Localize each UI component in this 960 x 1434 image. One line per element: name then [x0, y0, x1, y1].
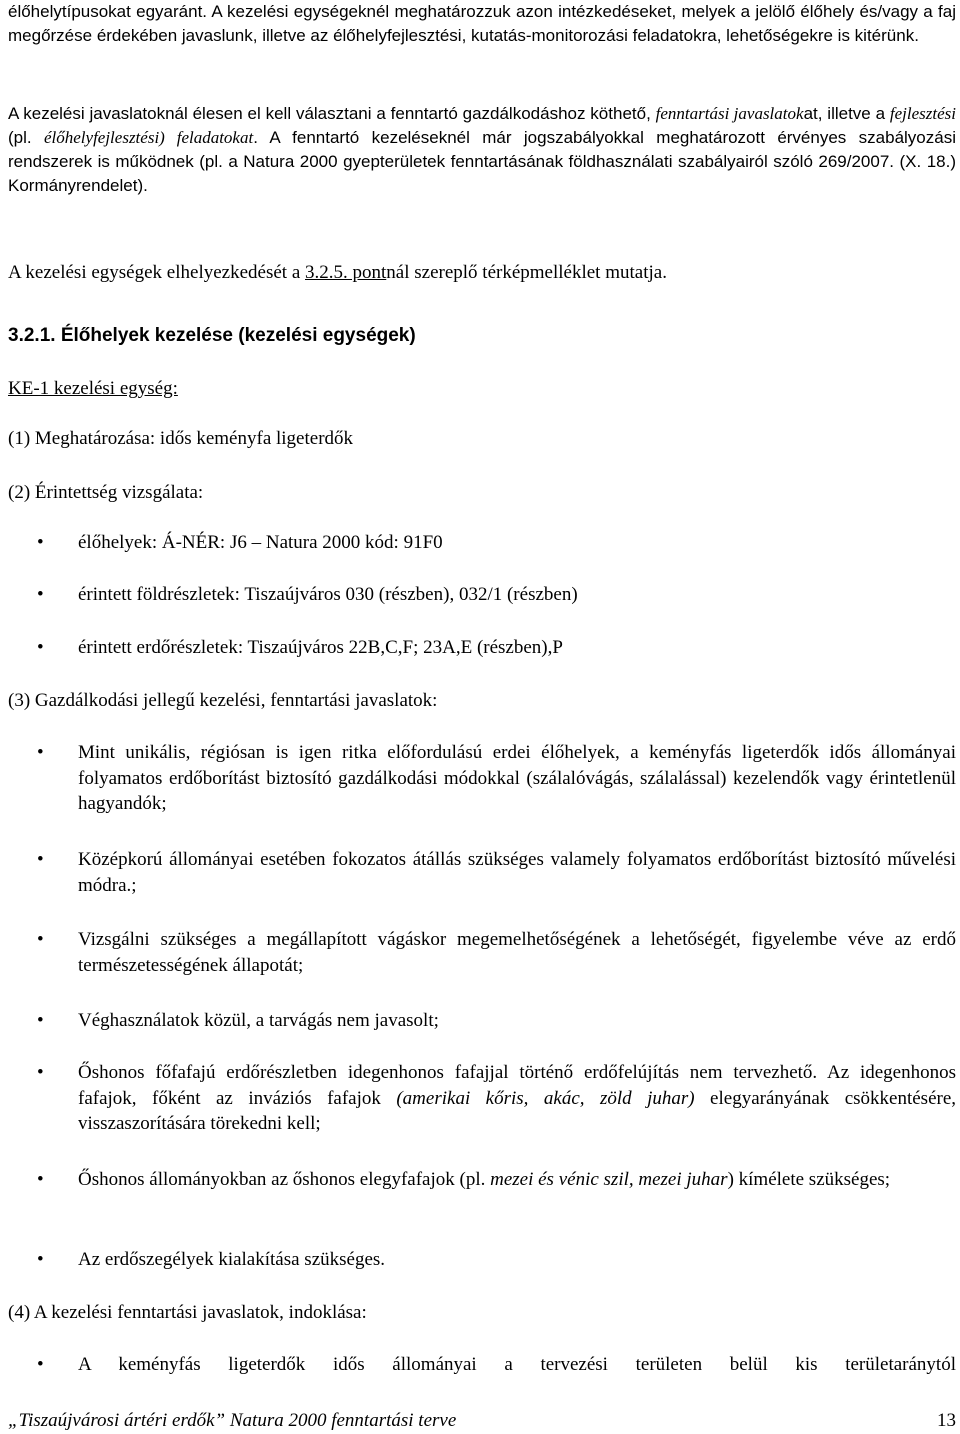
- footer-title: „Tiszaújvárosi ártéri erdők” Natura 2000 fenntartási terve: [8, 1410, 457, 1431]
- intro-paragraph-2: [8, 102, 956, 198]
- bullet-icon: •: [37, 929, 44, 950]
- bullet-icon: •: [37, 1354, 44, 1375]
- list-item: • Az erdőszegélyek kialakítása szükséges.: [8, 1247, 956, 1273]
- intro-p2-text-c: at, illetve a: [803, 104, 890, 123]
- affected-heading: (2) Érintettség vizsgálata:: [8, 482, 204, 503]
- intro-p2-italic-fejlesztesi: fejlesztési: [889, 104, 956, 123]
- list-item: • Őshonos főfafajú erdőrészletben idegenhonos fafajjal történő erdőfelújítás nem tervezhető. Az idegenhonos fafajok, főként az inváziós fafajok (amerikai kőris, akác, zöld juhar) elegyarányának csökkentésére, visszaszorítására törekedni kell;: [37, 1062, 957, 1134]
- list-item: • Mint unikális, régiósan is igen ritka előfordulású erdei élőhelyek, a keményfás ligeterdők idős állományai folyamatos erdőborítást biztosító gazdálkodási módokkal (szálalóvágás, szálalással) kezelendők vagy érintetlenül hagyandók;: [37, 742, 956, 814]
- list-item: • Középkorú állományai esetében fokozatos átállás szükséges valamely folyamatos erdőborítást biztosító művelési módra.;: [37, 849, 956, 896]
- intro-paragraph-3: [8, 260, 956, 286]
- list-item: • A keményfás ligeterdők idős állományai a tervezési területen belül kis területaránytól: [8, 1352, 956, 1378]
- page-footer: [8, 1409, 956, 1433]
- bullet-icon: •: [37, 1010, 44, 1031]
- bullet-icon: •: [37, 584, 44, 605]
- intro-p2-text-g: . A fenntartó kezeléseknél már jogszabályokkal meghatározott érvényes szabályozási rendszerek is működnek (pl. a Natura 2000 gyepterületek fenntartásának földhasználati szabályairól szóló 269/2007. (X. 18.) Kormányrendelet).: [8, 128, 956, 195]
- list-item: • élőhelyek: Á-NÉR: J6 – Natura 2000 kód: 91F0: [8, 530, 956, 556]
- bullet-icon: •: [37, 1249, 44, 1270]
- intro-p2-text-a: A kezelési javaslatoknál élesen el kell választani a fenntartó gazdálkodáshoz köthető,: [8, 104, 656, 123]
- bullet-icon: •: [37, 532, 44, 553]
- bullet-icon: •: [37, 637, 44, 658]
- intro-p3-text-c: nál szereplő térképmelléklet mutatja.: [386, 262, 667, 283]
- list-item: • érintett erdőrészletek: Tiszaújváros 22B,C,F; 23A,E (részben),P: [8, 635, 956, 661]
- intro-p2-italic-fenntartasi: fenntartási javaslatok: [655, 104, 804, 123]
- management-heading: (3) Gazdálkodási jellegű kezelési, fenntartási javaslatok:: [8, 690, 438, 711]
- list-item: • érintett földrészletek: Tiszaújváros 030 (részben), 032/1 (részben): [8, 582, 956, 608]
- list-item: • Véghasználatok közül, a tarvágás nem javasolt;: [8, 1008, 956, 1034]
- section-reference-link[interactable]: 3.2.5. pont: [305, 262, 387, 283]
- intro-paragraph-1: élőhelytípusokat egyaránt. A kezelési egységeknél meghatározzuk azon intézkedéseket, melyek a jelölő élőhely és/vagy a faj megőrzése érdekében javaslunk, illetve az élőhelyfejlesztési, kutatás-monitorozási feladatokra, lehetőségekre is kitérünk.: [8, 2, 956, 45]
- page-number: 13: [937, 1410, 956, 1431]
- intro-p2-text-e: (pl.: [8, 128, 44, 147]
- reason-heading: (4) A kezelési fenntartási javaslatok, indoklása:: [8, 1302, 367, 1323]
- bullet-icon: •: [37, 849, 44, 870]
- section-heading: 3.2.1. Élőhelyek kezelése (kezelési egységek): [8, 325, 416, 346]
- bullet-icon: •: [37, 1169, 44, 1190]
- list-item: • Őshonos állományokban az őshonos elegyfafajok (pl. mezei és vénic szil, mezei juhar) kímélete szükséges;: [8, 1167, 956, 1193]
- intro-p3-text-a: A kezelési egységek elhelyezkedését a: [8, 262, 305, 283]
- bullet-icon: •: [37, 742, 44, 763]
- bullet-icon: •: [37, 1062, 44, 1083]
- list-item: • Vizsgálni szükséges a megállapított vágáskor megemelhetőségének a lehetőségét, figyelembe véve az erdő természetességének állapotát;: [37, 929, 956, 976]
- unit-title: KE-1 kezelési egység:: [8, 378, 178, 399]
- intro-p2-italic-feladatokat: élőhelyfejlesztési) feladatokat: [43, 128, 254, 147]
- definition-line: (1) Meghatározása: idős keményfa ligeterdők: [8, 428, 354, 449]
